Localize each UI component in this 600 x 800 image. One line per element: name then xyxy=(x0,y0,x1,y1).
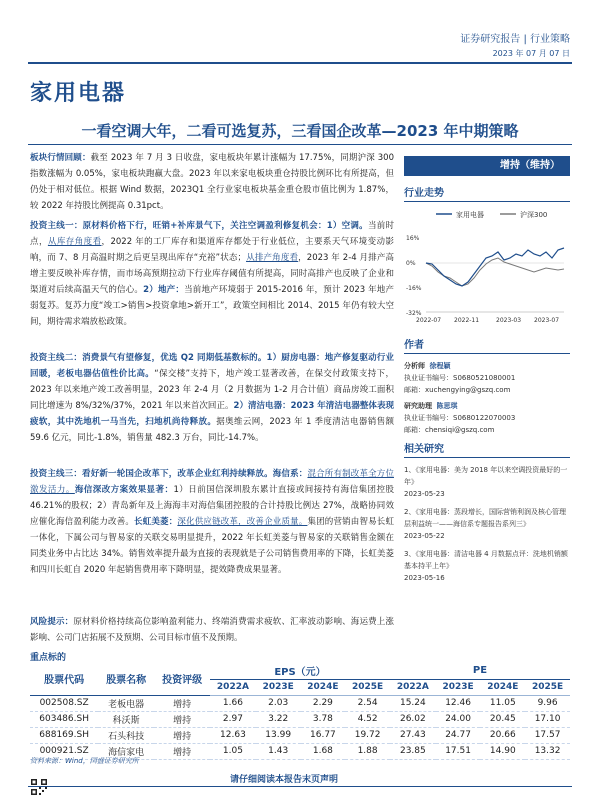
header-eps: EPS（元） xyxy=(210,663,390,679)
x-tick: 2023-03 xyxy=(496,317,522,324)
paragraph-risk xyxy=(30,614,394,646)
cell-value: 2.54 xyxy=(345,695,390,711)
paragraph-text: 当前时点， xyxy=(30,221,394,247)
y-tick: -16% xyxy=(406,285,422,292)
analyst-name: 徐程颖 xyxy=(429,362,451,370)
footer-disclaimer[interactable]: 请仔细阅读本报告末页声明 xyxy=(230,775,339,785)
table-row xyxy=(30,727,570,743)
cell-value: 1.43 xyxy=(256,743,301,759)
cell-value: 17.51 xyxy=(436,743,481,759)
cell-value: 23.85 xyxy=(390,743,436,759)
cell-rating: 增持 xyxy=(154,711,210,727)
cell-code: 603486.SH xyxy=(30,711,98,727)
header-year: 2023E xyxy=(256,679,301,695)
author-title: 作者 xyxy=(404,336,570,354)
cell-value: 26.02 xyxy=(390,711,436,727)
sector-title: 家用电器 xyxy=(30,81,127,106)
cell-name: 石头科技 xyxy=(98,727,154,743)
header-pe: PE xyxy=(390,663,570,679)
cell-value: 1.88 xyxy=(345,743,390,759)
y-tick: 0% xyxy=(406,260,416,267)
cell-value: 9.96 xyxy=(525,695,570,711)
series-line-b xyxy=(426,258,564,286)
report-date: 2023 年 07 月 07 日 xyxy=(492,49,570,58)
cell-name: 老板电器 xyxy=(98,695,154,711)
paragraph-text: 截至 2023 年 7 月 3 日收盘，家电板块年累计涨幅为 17.75%，同期沪深 300 指数涨幅为 0.05%，家电板块跑赢大盘。2023 年以来家电板块重仓持股比例环比有所提高，但仍处于相对低位。根据 Wind 数据，2023Q1 全行业家电板块基金重仓股市值比例为 1.87%，较 2022 年持股比例提高 0.31pct。 xyxy=(30,153,394,211)
paragraph-highlight: 长虹美菱： xyxy=(134,517,178,527)
analyst-1 xyxy=(404,360,570,396)
cell-value: 13.99 xyxy=(256,727,301,743)
paragraph-text: ，2023 年 2-4 月排产高增主要反映补库存情，而市场高预期拉动下行业库存阈值有所提高，同时高排产也反映了企业和渠道对后续高温天气的信心。 xyxy=(30,253,394,295)
header-code: 股票代码 xyxy=(30,663,98,695)
cell-value: 20.66 xyxy=(480,727,525,743)
paragraph-text: 据奥维云网，2023 年 1 季度清洁电器销售额 59.6 亿元，同比-1.8%，销售量 482.3 万台，同比-14.7%。 xyxy=(30,417,394,443)
header-year: 2024E xyxy=(301,679,346,695)
trend-title: 行业走势 xyxy=(404,184,570,202)
header-year: 2025E xyxy=(345,679,390,695)
paragraph-text: ，2022 年的工厂库存和渠道库存都处于行业低位，主要系天气环境变动影响，而 7、8 月高温时期之后更呈现出库存“充裕”状态； xyxy=(30,237,394,263)
paragraph-underline: 深化供应链改革，改善企业质量。 xyxy=(177,517,308,527)
paragraph-underline: 从排产角度看 xyxy=(246,253,299,263)
paragraph-label: 风险提示： xyxy=(30,617,74,627)
header-year: 2023E xyxy=(436,679,481,695)
paragraph-highlight: 2）地产： xyxy=(143,285,185,295)
header-name: 股票名称 xyxy=(98,663,154,695)
header-rating: 投资评级 xyxy=(154,663,210,695)
related-section xyxy=(404,440,570,584)
cell-code: 002508.SZ xyxy=(30,695,98,711)
header-year: 2022A xyxy=(210,679,256,695)
analyst-cert: 执业证书编号：S0680521080001 xyxy=(404,374,516,382)
y-tick: 16% xyxy=(406,235,420,242)
title-divider xyxy=(28,144,572,145)
cell-value: 17.10 xyxy=(525,711,570,727)
analyst-role: 研究助理 xyxy=(404,402,432,410)
paragraph-highlight: 1）厨房电器：地产修复驱动行业回暖，老板电器估值性价比高。 xyxy=(30,353,394,379)
series-line-a xyxy=(426,248,564,286)
analyst-email[interactable]: 邮箱：xuchengying@gszq.com xyxy=(404,386,511,394)
related-item-text: 3、《家用电器：清洁电器 4 月数据点评：洗地机销额基本持平上年》 xyxy=(404,550,568,570)
paragraph-theme-three xyxy=(30,466,394,578)
cell-value: 1.68 xyxy=(301,743,346,759)
cell-value: 12.46 xyxy=(436,695,481,711)
related-item-date: 2023-05-16 xyxy=(404,574,445,582)
header-divider xyxy=(28,62,572,64)
rating-badge: 增持（维持） xyxy=(404,156,570,176)
paragraph-highlight: 海信深改方案效果显著： xyxy=(74,485,174,495)
cell-name: 海信家电 xyxy=(98,743,154,759)
paragraph-text: 当前地产环境弱于 2015-2016 年，预计 2023 年地产弱复苏。复苏力度“竣工>销售>投资拿地>新开工”，政策空间相比 2014、2015 年仍有较大空间，期待需求端放松政策。 xyxy=(30,285,394,327)
cell-value: 2.97 xyxy=(210,711,256,727)
cell-value: 3.78 xyxy=(301,711,346,727)
related-item[interactable] xyxy=(404,506,570,542)
analyst-2 xyxy=(404,400,570,436)
table-source: 资料来源：Wind，国盛证券研究所 xyxy=(30,757,139,765)
cell-value: 11.05 xyxy=(480,695,525,711)
footer-divider xyxy=(28,786,572,787)
cell-value: 14.90 xyxy=(480,743,525,759)
paragraph-text: “保交楼”支持下，地产竣工显著改善，在保交付政策支持下，2023 年以来地产竣工改善明显，2023 年 2-4 月（2 月数据为 1-2 月合计值）商品房竣工面积同比增速为 8%/32%/37%，2021 年以来首次回正。 xyxy=(30,369,394,411)
cell-value: 16.77 xyxy=(301,727,346,743)
report-type: 证券研究报告 | 行业策略 xyxy=(460,34,570,45)
cell-value: 1.05 xyxy=(210,743,256,759)
cell-value: 3.22 xyxy=(256,711,301,727)
paragraph-highlight: 2）清洁电器：2023 年清洁电器整体表现疲软，其中洗地机一马当先，扫地机尚待释放。 xyxy=(30,401,394,427)
trend-section xyxy=(404,184,570,330)
author-section xyxy=(404,336,570,436)
x-tick: 2022-11 xyxy=(454,317,480,324)
legend-label-a: 家用电器 xyxy=(456,211,484,219)
analyst-cert: 执业证书编号：S0680122070003 xyxy=(404,414,516,422)
header-year: 2024E xyxy=(480,679,525,695)
header-year: 2025E xyxy=(525,679,570,695)
cell-rating: 增持 xyxy=(154,727,210,743)
related-item-text: 2、《家用电器：蒸段增长，国际营销利润及核心管理层利益统一——海信系专题报告系列三》 xyxy=(404,508,566,528)
related-item[interactable] xyxy=(404,464,570,500)
related-title: 相关研究 xyxy=(404,440,570,458)
related-item-date: 2023-05-22 xyxy=(404,532,445,540)
cell-code: 000921.SZ xyxy=(30,743,98,759)
x-tick: 2023-07 xyxy=(534,317,560,324)
analyst-name: 陈思琪 xyxy=(436,402,458,410)
paragraph-text: 集团的营销由智易长虹一体化，下属公司与智易家的关联交易明显提升，2022 年长虹美菱与智易家的关联销售金额在同类业务中占比达 34%。销售效率提升最为直接的表现就是子公司销售费用率的下降，长虹美菱和四川长虹自 2020 年起销售费用率下降明显，提效降费成果显著。 xyxy=(30,517,394,575)
table-row xyxy=(30,711,570,727)
report-title: 一看空调大年，二看可选复苏，三看国企改革—2023 年中期策略 xyxy=(81,122,519,140)
y-tick: -32% xyxy=(406,310,422,317)
cell-value: 12.63 xyxy=(210,727,256,743)
related-item[interactable] xyxy=(404,548,570,584)
analyst-role: 分析师 xyxy=(404,362,425,370)
cell-code: 688169.SH xyxy=(30,727,98,743)
cell-value: 2.29 xyxy=(301,695,346,711)
paragraph-label: 投资主线二：消费景气有望修复，优选 Q2 同期低基数标的。 xyxy=(30,353,267,363)
cell-value: 19.72 xyxy=(345,727,390,743)
paragraph-highlight: 海信系： xyxy=(272,469,308,479)
key-stocks-table xyxy=(30,663,570,760)
table-caption: 重点标的 xyxy=(30,653,67,663)
cell-value: 17.57 xyxy=(525,727,570,743)
paragraph-label: 投资主线一：原材料价格下行，旺销+补库景气下，关注空调盈利修复机会： xyxy=(30,221,327,231)
cell-value: 15.24 xyxy=(390,695,436,711)
paragraph-underline: 从库存角度看 xyxy=(47,237,102,247)
cell-value: 4.52 xyxy=(345,711,390,727)
legend-label-b: 沪深300 xyxy=(520,211,548,219)
cell-value: 24.77 xyxy=(436,727,481,743)
paragraph-label: 投资主线三：看好新一轮国企改革下，改革企业红利持续释放。 xyxy=(30,469,273,479)
cell-value: 13.32 xyxy=(525,743,570,759)
cell-rating: 增持 xyxy=(154,743,210,759)
related-item-text: 1、《家用电器：美为 2018 年以来空调投资最好的一年》 xyxy=(404,466,568,486)
header-year: 2022A xyxy=(390,679,436,695)
paragraph-theme-two xyxy=(30,350,394,446)
paragraph-text: 1）日前国信深圳股东累计直接或间接持有海信集团控股 46.21%的股权；2）青岛新年及上海海丰对海信集团控股的合计持股比例达 27%，战略协同效应催化海信盈利能力改善。 xyxy=(30,485,394,527)
paragraph-market-review xyxy=(30,150,394,214)
cell-value: 20.45 xyxy=(480,711,525,727)
paragraph-highlight: 1）空调。 xyxy=(326,221,368,231)
cell-value: 27.43 xyxy=(390,727,436,743)
cell-value: 1.66 xyxy=(210,695,256,711)
cell-value: 2.03 xyxy=(256,695,301,711)
paragraph-text: 原材料价格持续高位影响盈利能力、终端消费需求疲软、汇率波动影响、海运费上涨影响、公司门店拓展不及预期、公司目标市值不及预期。 xyxy=(30,617,394,643)
paragraph-theme-one xyxy=(30,218,394,330)
table-row xyxy=(30,695,570,711)
paragraph-label: 板块行情回顾： xyxy=(30,153,91,163)
cell-name: 科沃斯 xyxy=(98,711,154,727)
cell-value: 24.00 xyxy=(436,711,481,727)
paragraph-underline: 混合所有制改革全方位激发活力。 xyxy=(30,469,394,495)
trend-chart xyxy=(404,206,570,326)
cell-rating: 增持 xyxy=(154,695,210,711)
x-tick: 2022-07 xyxy=(416,317,442,324)
related-item-date: 2023-05-23 xyxy=(404,490,445,498)
analyst-email[interactable]: 邮箱：chensiqi@gszq.com xyxy=(404,426,495,434)
qr-code-icon xyxy=(30,778,48,796)
